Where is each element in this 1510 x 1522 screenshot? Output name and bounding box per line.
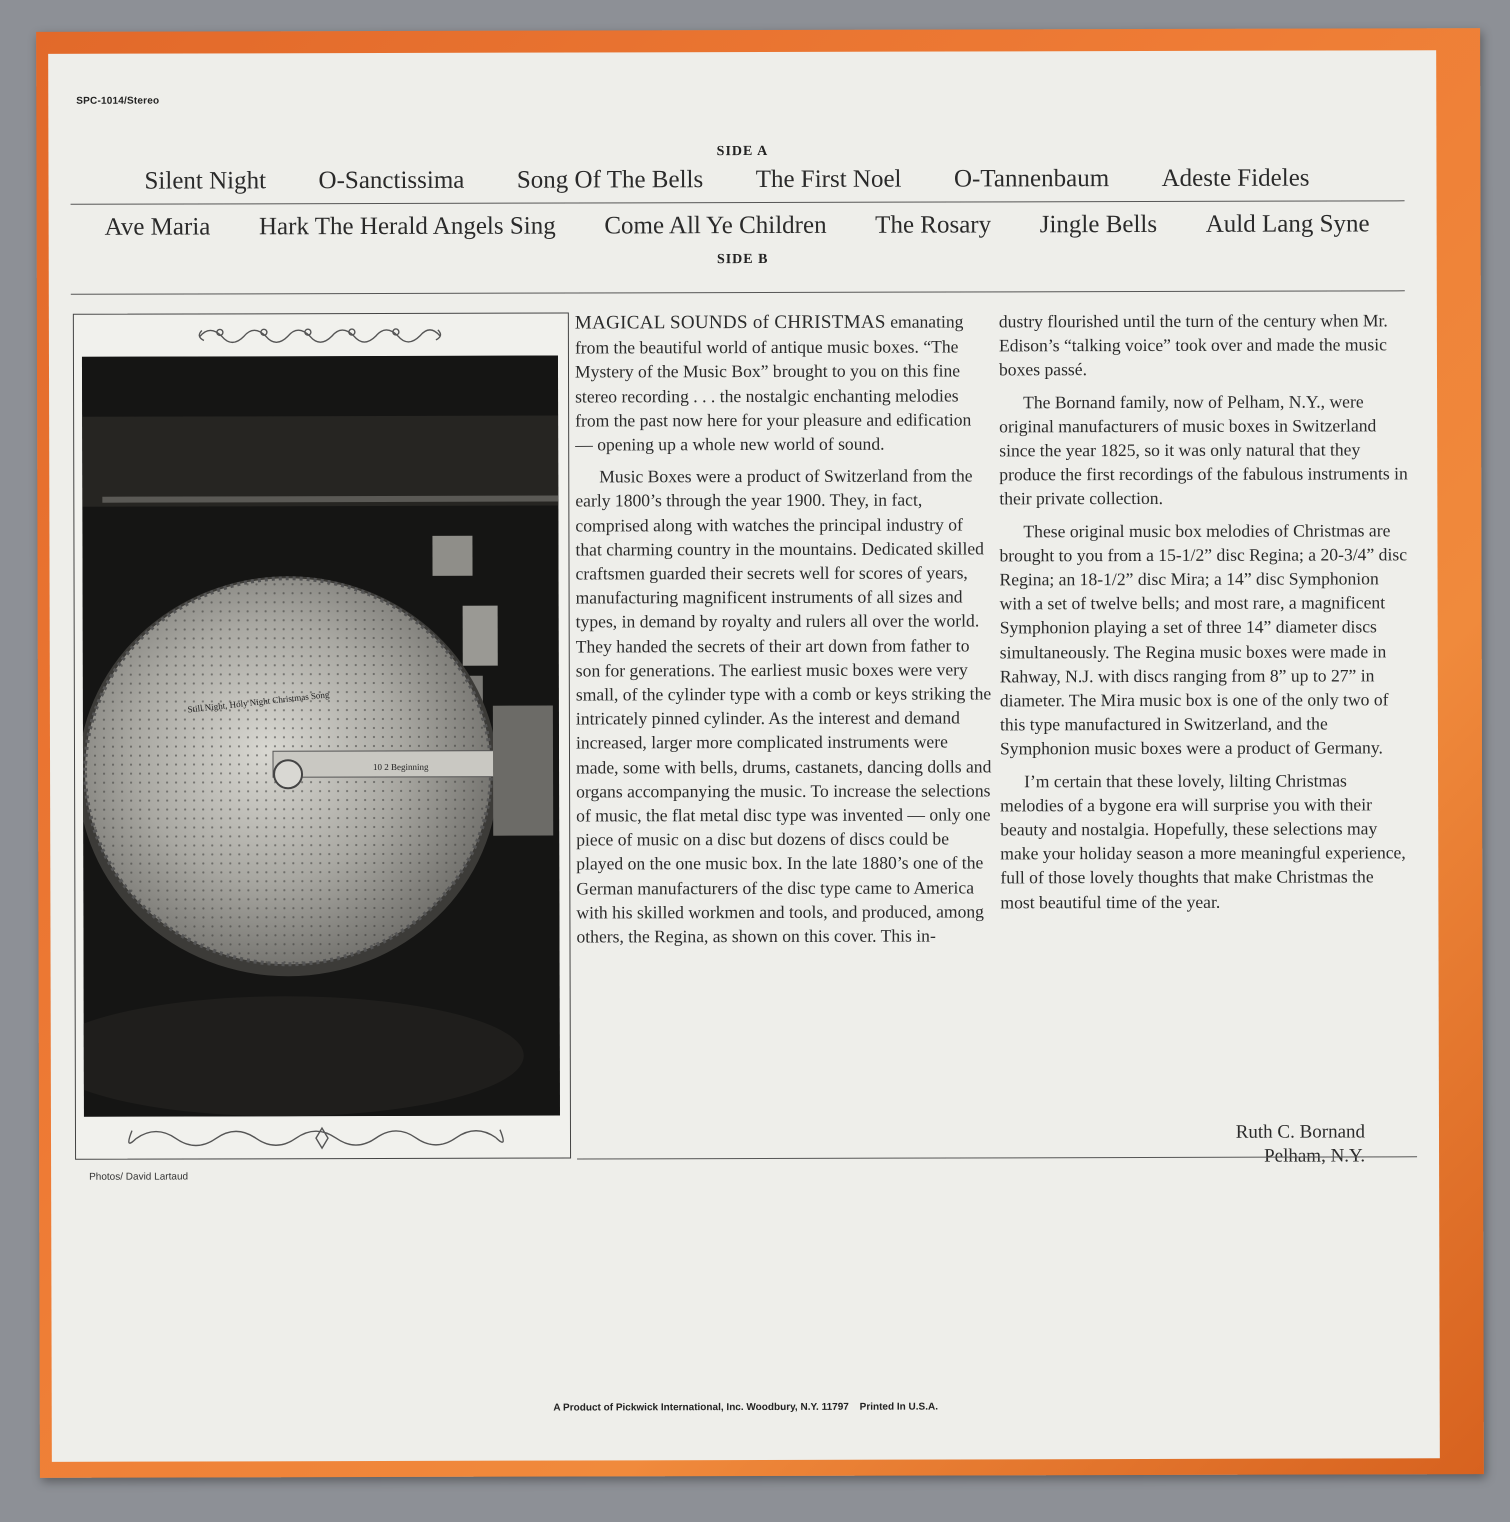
track-item: Auld Lang Syne [1205, 210, 1370, 238]
disc-marking-text: 10 2 Beginning [373, 761, 429, 773]
back-cover-sheet [48, 50, 1440, 1462]
signature-name: Ruth C. Bornand [1235, 1121, 1366, 1143]
music-box-photo [82, 356, 560, 1117]
liner-paragraph [575, 309, 991, 456]
ornament-bottom [76, 1121, 570, 1154]
side-b-tracklist [105, 210, 1370, 241]
track-item: Come All Ye Children [604, 211, 827, 240]
liner-paragraph: Music Boxes were a product of Switzerland from the early 1800’s through the year 1900. They, in fact, comprised along with watches the principal industry of that charming country in the mountains. Dedicated skilled craftsmen guarded their secrets well for scores of years, manufacturing magnificent instruments of all sizes and types, in demand by royalty and rulers all over the world. They handed the secrets of their art down from father to son for generations. The earliest music boxes were very small, of the cylinder type with a comb or keys striking the intricately pinned cylinder. As the interest and demand increased, larger more complicated instruments were made, some with bells, drums, castanets, dancing dolls and organs accompanying the music. To increase the selections of music, the flat metal disc type was invented — only one piece of music on a disc but dozens of discs could be played on the one music box. In the late 1880’s one of the German manufacturers of the disc type came to America with his skilled workmen and tools, and produced, among others, the Regina, as shown on this cover. This in- [575, 465, 992, 947]
side-a-tracklist [144, 165, 1309, 196]
liner-paragraph: dustry flourished until the turn of the century when Mr. Edison’s “talking voice” took over and made the music boxes passé. [998, 310, 1388, 380]
liner-notes-column-2 [999, 308, 1411, 922]
track-item: O-Sanctissima [318, 166, 465, 195]
photo-panel [73, 312, 571, 1159]
footer-imprint [52, 1400, 1440, 1415]
divider-line [71, 200, 1405, 204]
photo-credit: Photos/ David Lartaud [89, 1171, 189, 1183]
track-item: Adeste Fideles [1161, 164, 1310, 192]
signature-place: Pelham, N.Y. [1264, 1145, 1366, 1167]
track-item: Silent Night [144, 167, 267, 195]
footer-printed: Printed In U.S.A. [859, 1401, 939, 1413]
disc-title-text: Still Night, Holy Night Christmas Song [187, 689, 330, 715]
signature-block [1236, 1120, 1365, 1168]
liner-paragraph: The Bornand family, now of Pelham, N.Y., were original manufacturers of music boxes in Switzerland since the year 1825, so it was only natural that they produce the first recordings of the fabulous instruments in their private collection. [999, 391, 1408, 509]
track-item: Song Of The Bells [516, 166, 704, 194]
track-item: Hark The Herald Angels Sing [258, 212, 556, 241]
album-sleeve [36, 28, 1484, 1478]
track-item: The First Noel [755, 165, 902, 194]
side-a-label: SIDE A [716, 143, 769, 160]
footer-company: A Product of Pickwick International, Inc. Woodbury, N.Y. 11797 [553, 1401, 849, 1414]
side-b-label: SIDE B [716, 251, 769, 268]
liner-lead-title: MAGICAL SOUNDS of CHRISTMAS [574, 311, 886, 334]
track-item: Ave Maria [104, 213, 211, 241]
liner-notes-column-1 [575, 309, 993, 956]
liner-paragraph: These original music box melodies of Christmas are brought to you from a 15-1/2” disc Regina; a 20-3/4” disc Regina; an 18-1/2” disc Mira; a 14” disc Symphonion with a set of twelve bells; and most rare, a magnificent Symphonion playing a set of three 14” diameter discs simultaneously. The Regina music boxes were made in Rahway, N.J. with discs ranging from 8” up to 27” in diameter. The Mira music box is one of the only two of this type manufactured in Switzerland, and the Symphonion music boxes were a product of Germany. [999, 519, 1408, 759]
liner-text: emanating from the beautiful world of antique music boxes. “The Mystery of the Music Box” brought to you on this fine stereo recording . . . the nostalgic enchanting melodies from the past now here for your pleasure and edification — opening up a whole new world of sound. [574, 311, 972, 455]
track-item: Jingle Bells [1039, 210, 1158, 239]
divider-line [71, 290, 1405, 294]
track-item: The Rosary [875, 211, 992, 239]
track-item: O-Tannenbaum [953, 165, 1110, 193]
catalog-number: SPC-1014/Stereo [76, 95, 160, 107]
liner-paragraph: I’m certain that these lovely, lilting Christmas melodies of a bygone era will surprise you with their beauty and nostalgia. Hopefully, these selections may make your holiday season a more meaningful experience, full of those lovely thoughts that make Christmas the most beautiful time of the year. [1000, 770, 1406, 913]
ornament-top [74, 318, 568, 351]
